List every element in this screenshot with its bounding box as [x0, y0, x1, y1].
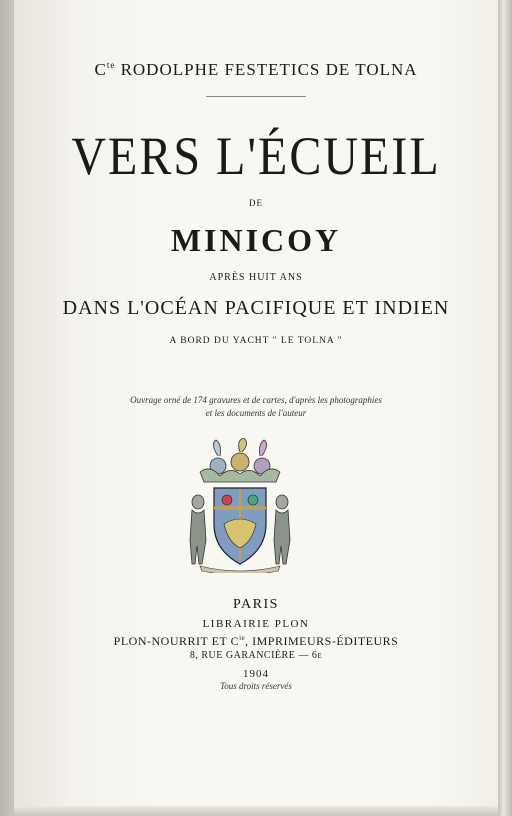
note-line-2: et les documents de l'auteur [205, 408, 307, 418]
publisher-city: PARIS [233, 597, 279, 612]
publisher-printers [0, 634, 512, 649]
title-connector: DE [249, 198, 263, 208]
title-place: MINICOY [170, 222, 342, 258]
publisher-address: 8, RUE GARANCIÈRE — 6e [189, 650, 323, 661]
title-rule [206, 96, 306, 97]
printers-sup: ie [239, 634, 246, 642]
book-title: VERS L'ÉCUEIL [71, 126, 441, 187]
author-name: RODOLPHE FESTETICS DE TOLNA [115, 60, 418, 79]
rights-notice: Tous droits réservés [220, 681, 292, 691]
printers-before: PLON-NOURRIT ET C [113, 634, 240, 648]
author-prefix-sup: te [106, 60, 116, 70]
aboard-line: A BORD DU YACHT " LE TOLNA " [169, 336, 343, 346]
author-line [0, 60, 512, 80]
page-bottom-edge [14, 806, 498, 816]
subtitle-main: DANS L'OCÉAN PACIFIQUE ET INDIEN [62, 297, 450, 319]
coat-of-arms-icon [180, 438, 300, 573]
note-line-1: Ouvrage orné de 174 gravures et de cartes, d'après les photographies [130, 395, 382, 405]
printers-after: , IMPRIMEURS-ÉDITEURS [245, 634, 399, 648]
author-prefix: C [94, 60, 107, 79]
subtitle-small: APRÈS HUIT ANS [209, 272, 303, 283]
publication-year: 1904 [243, 668, 269, 680]
publisher-house: LIBRAIRIE PLON [202, 618, 310, 630]
